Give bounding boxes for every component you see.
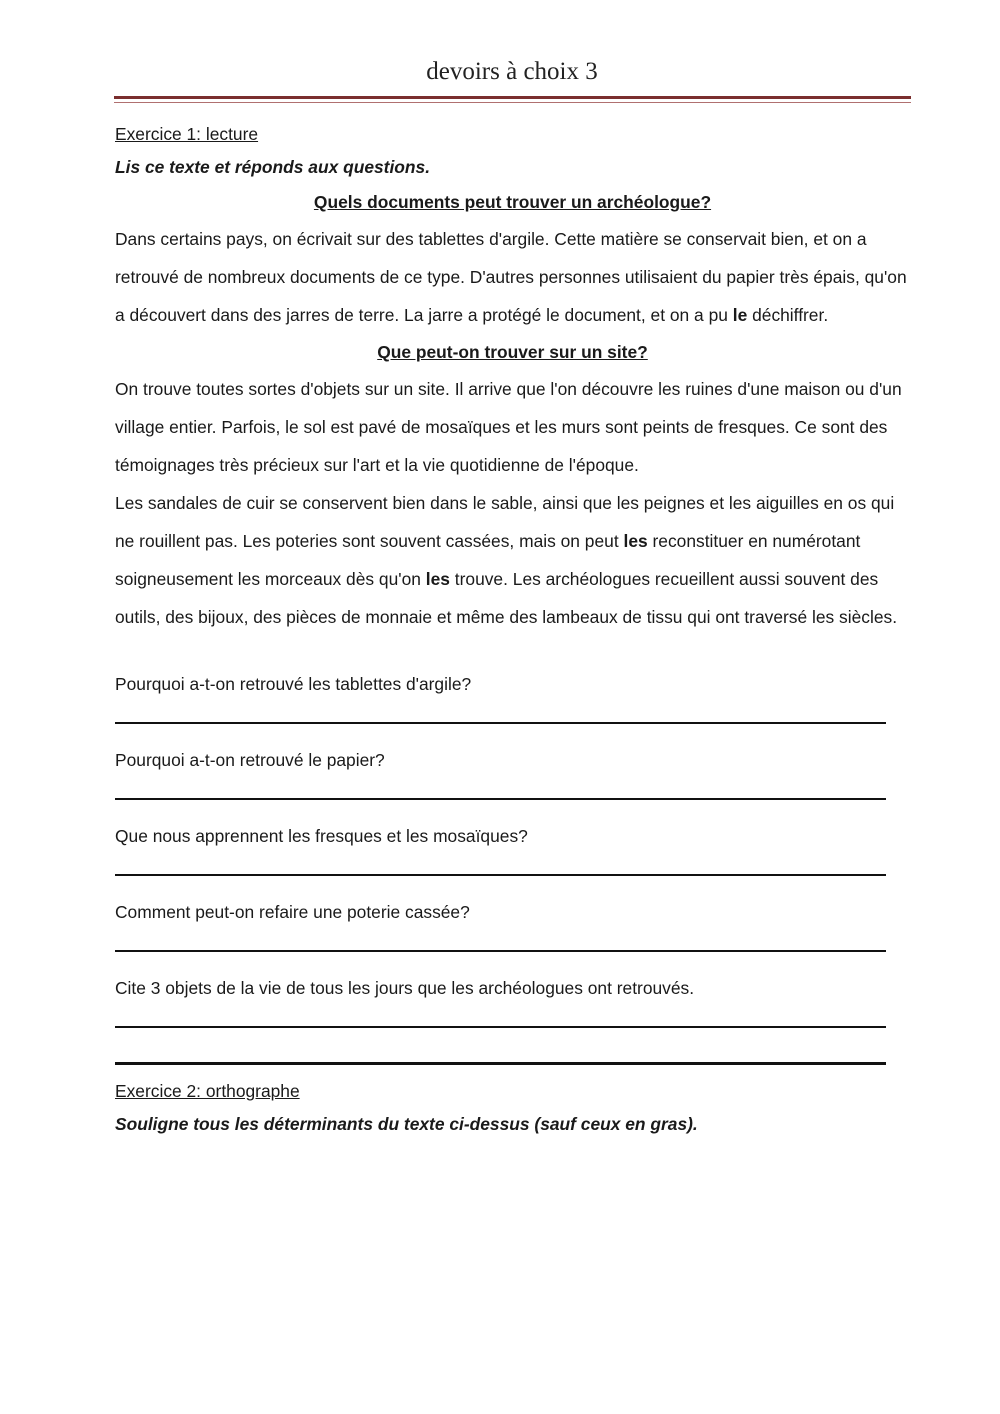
- exercise1-heading: Exercice 1: lecture: [115, 124, 259, 144]
- page-title: devoirs à choix 3: [426, 58, 598, 85]
- question-4: Comment peut-on refaire une poterie cassée?: [115, 902, 470, 922]
- question-list: [115, 672, 910, 1065]
- section1-paragraph: [115, 220, 910, 334]
- answer-line-4[interactable]: [115, 950, 886, 952]
- section1-title: Quels documents peut trouver un archéologue?: [313, 192, 712, 212]
- question-3: Que nous apprennent les fresques et les mosaïques?: [115, 826, 528, 846]
- text-run: Dans certains pays, on écrivait sur des tablettes d'argile. Cette matière se conservait bien, et on a retrouvé de nombreux documents de ce type. D'autres personnes utilisaient du papier très épais, qu'on a découvert dans des jarres de terre. La jarre a protégé le document, et on a pu: [115, 229, 907, 325]
- answer-line-6[interactable]: [115, 1028, 886, 1065]
- answer-line-2[interactable]: [115, 798, 886, 800]
- text-run: reconstituer en numérotant soigneusement les morceaux dès qu'on: [115, 531, 861, 589]
- header-divider: [114, 96, 911, 99]
- text-run: trouve. Les archéologues recueillent aussi souvent des outils, des bijoux, des pièces de monnaie et même des lambeaux de tissu qui ont traversé les siècles.: [115, 569, 898, 627]
- worksheet-body: [115, 120, 910, 1147]
- text-run: Les sandales de cuir se conservent bien dans le sable, ainsi que les peignes et les aiguilles en os qui ne rouillent pas. Les poteries sont souvent cassées, mais on peut: [115, 493, 895, 551]
- exercise2-instruction: Souligne tous les déterminants du texte ci-dessus (sauf ceux en gras).: [115, 1114, 698, 1134]
- exercise2-heading: Exercice 2: orthographe: [115, 1081, 300, 1101]
- section2-paragraph-1: On trouve toutes sortes d'objets sur un site. Il arrive que l'on découvre les ruines d'une maison ou d'un village entier. Parfois, le sol est pavé de mosaïques et les murs sont peints de fresques. Ce sont des témoignages très précieux sur l'art et la vie quotidienne de l'époque.: [115, 379, 902, 475]
- question-5: Cite 3 objets de la vie de tous les jours que les archéologues ont retrouvés.: [115, 978, 695, 998]
- answer-line-3[interactable]: [115, 874, 886, 876]
- bold-pronoun: les: [425, 569, 450, 589]
- section2-paragraph-2: [115, 484, 910, 636]
- bold-pronoun: les: [623, 531, 648, 551]
- exercise1-instruction: Lis ce texte et réponds aux questions.: [115, 157, 431, 177]
- section2-title: Que peut-on trouver sur un site?: [377, 342, 648, 362]
- text-run: déchiffrer.: [747, 305, 829, 325]
- answer-line-1[interactable]: [115, 722, 886, 724]
- question-1: Pourquoi a-t-on retrouvé les tablettes d'argile?: [115, 674, 472, 694]
- question-2: Pourquoi a-t-on retrouvé le papier?: [115, 750, 385, 770]
- header-divider-thin: [114, 102, 911, 103]
- bold-pronoun: le: [732, 305, 748, 325]
